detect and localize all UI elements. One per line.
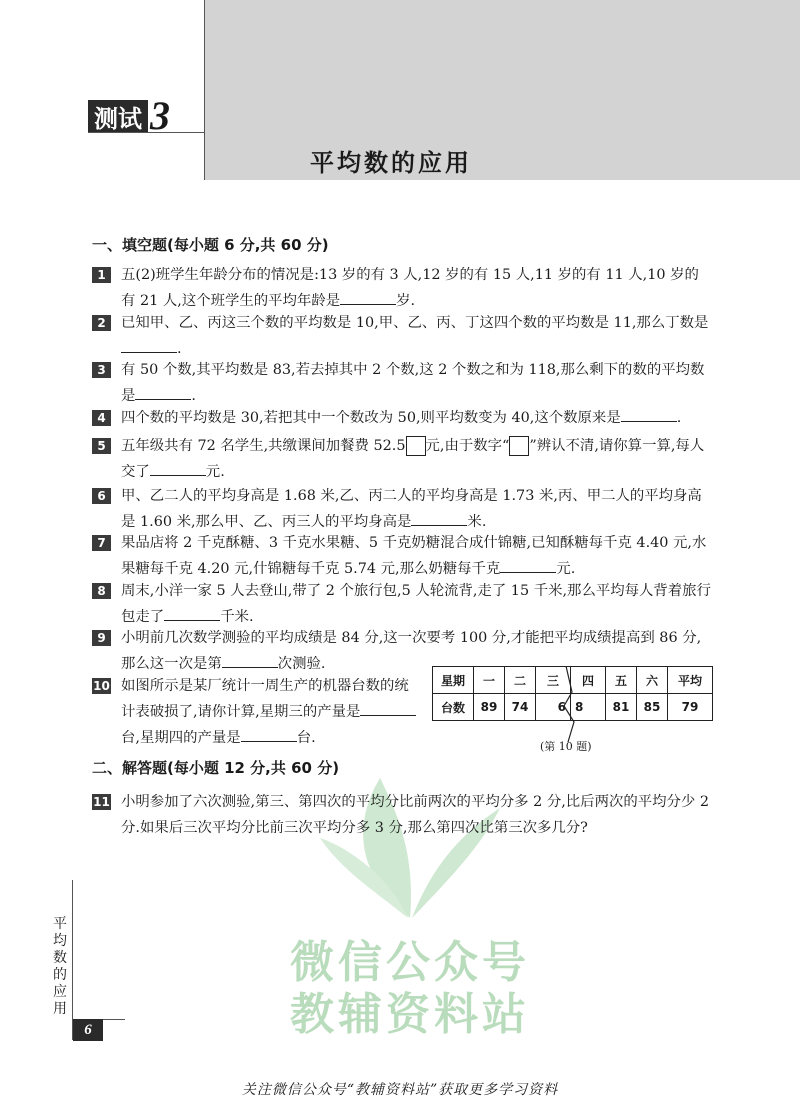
table-header-cell: 星期 [433, 667, 474, 694]
question-8: 8 周末,小洋一家 5 人去登山,带了 2 个旅行包,5 人轮流背,走了 15 千米,那么平均每人背着旅行包走了 千米. [92, 578, 711, 630]
table-cell: 79 [668, 694, 713, 721]
section-title-answer: 二、解答题(每小题 12 分,共 60 分) [92, 759, 340, 777]
table-cell: 89 [474, 694, 505, 721]
table-cell: 81 [606, 694, 637, 721]
header-band [205, 0, 800, 180]
table-header-cell: 二 [505, 667, 536, 694]
sidebar-rule [72, 880, 73, 1040]
question-6: 6 甲、乙二人的平均身高是 1.68 米,乙、丙二人的平均身高是 1.73 米,丙、甲二人的平均身高是 1.60 米,那么甲、乙、丙三人的平均身高是 米. [92, 483, 711, 535]
answer-blank [222, 653, 278, 668]
answer-blank [135, 385, 191, 400]
table-cell: 8 [571, 694, 606, 721]
answer-blank [164, 606, 220, 621]
page-number: 6 [73, 1019, 103, 1041]
answer-blank [121, 338, 177, 353]
question-number: 2 [92, 315, 111, 331]
table-header-cell: 六 [637, 667, 668, 694]
table-caption: (第 10 题) [540, 740, 592, 753]
question-10: 10 如图所示是某厂统计一周生产的机器台数的统计表破损了,请你计算,星期三的产量是台,星期四的产量是 台. [92, 673, 421, 751]
answer-blank [150, 461, 206, 476]
torn-edge-icon [560, 666, 584, 742]
question-1: 1 五(2)班学生年龄分布的情况是:13 岁的有 3 人,12 岁的有 15 人,11 岁的有 11 人,10 岁的有 21 人,这个班学生的平均年龄是 岁. [92, 262, 711, 314]
question-3: 3 有 50 个数,其平均数是 83,若去掉其中 2 个数,这 2 个数之和为 118,那么剩下的数的平均数是 . [92, 357, 711, 409]
digit-box [509, 436, 529, 456]
question-number: 9 [92, 630, 111, 646]
header-divider [204, 0, 205, 180]
table-cell: 74 [505, 694, 536, 721]
question-number: 1 [92, 267, 111, 283]
question-11: 11 小明参加了六次测验,第三、第四次的平均分比前两次的平均分多 2 分,比后两次的平均分少 2 分.如果后三次平均分比前三次平均分多 3 分,那么第四次比第三次多几分? [93, 794, 710, 836]
question-number: 7 [92, 535, 111, 551]
page-number-rule [103, 1019, 125, 1020]
table-header-cell: 三 [536, 667, 571, 694]
watermark-line2: 教辅资料站 [290, 989, 530, 1040]
test-label: 测试 [94, 104, 142, 133]
question-number: 4 [92, 410, 111, 426]
test-badge [88, 100, 148, 132]
page-title: 平均数的应用 [310, 149, 472, 177]
answer-blank [411, 511, 467, 526]
question-4: 4 四个数的平均数是 30,若把其中一个数改为 50,则平均数变为 40,这个数原来是 . [92, 405, 711, 431]
watermark-line1: 微信公众号 [290, 937, 530, 988]
question-number: 8 [92, 583, 111, 599]
table-header-cell: 四 [571, 667, 606, 694]
table-cell: 85 [637, 694, 668, 721]
table-header-cell: 平均 [668, 667, 713, 694]
sidebar-label: 平均数的应用 [53, 916, 67, 1017]
question-2: 2 已知甲、乙、丙这三个数的平均数是 10,甲、乙、丙、丁这四个数的平均数是 11,那么丁数是. [92, 310, 711, 362]
question-number: 6 [92, 488, 111, 504]
answer-blank [241, 727, 297, 742]
question-number: 5 [92, 438, 111, 454]
section-title-fill: 一、填空题(每小题 6 分,共 60 分) [92, 236, 329, 254]
answer-blank [360, 701, 416, 716]
test-number: 3 [150, 93, 170, 138]
table-header-cell: 五 [606, 667, 637, 694]
table-header-cell: 一 [474, 667, 505, 694]
question-9: 9 小明前几次数学测验的平均成绩是 84 分,这一次要考 100 分,才能把平均成绩提高到 86 分,那么这一次是第 次测验. [92, 625, 711, 677]
table-cell: 6 [536, 694, 571, 721]
answer-blank [621, 407, 677, 422]
answer-blank [340, 290, 396, 305]
question-number: 10 [93, 679, 110, 693]
table-row-label: 台数 [433, 694, 474, 721]
question-5: 5 五年级共有 72 名学生,共缴课间加餐费 52.5 元,由于数字“ ”辨认不清,请你算一算,每人交了 元. [92, 433, 711, 485]
question-7: 7 果品店将 2 千克酥糖、3 千克水果糖、5 千克奶糖混合成什锦糖,已知酥糖每千克 4.40 元,水果糖每千克 4.20 元,什锦糖每千克 5.74 元,那么奶糖每千克 元. [92, 530, 711, 582]
question-number: 3 [92, 362, 111, 378]
question-number: 11 [93, 795, 110, 809]
footer-note: 关注微信公众号“教辅资料站”获取更多学习资料 [241, 1082, 559, 1098]
answer-blank [500, 558, 556, 573]
digit-box [406, 436, 426, 456]
